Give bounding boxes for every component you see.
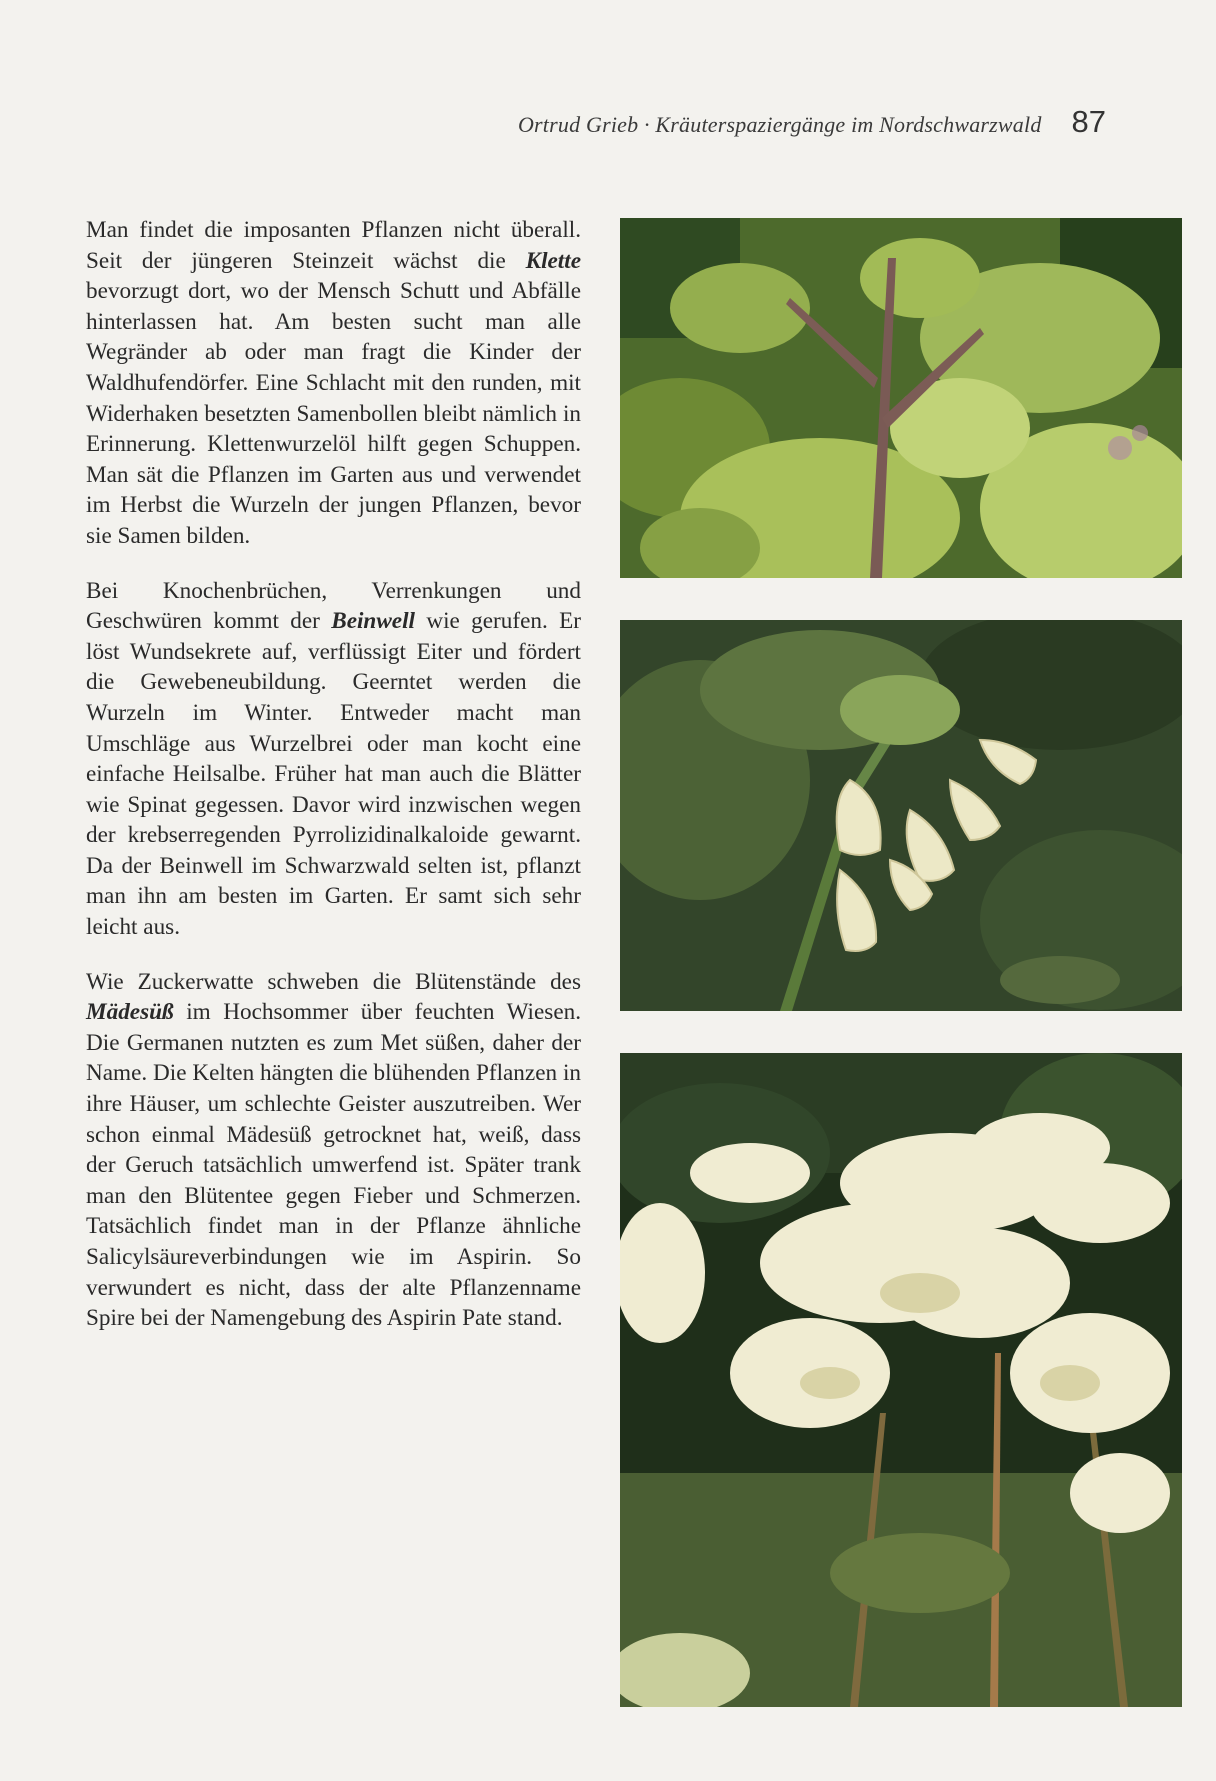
paragraph-burdock: Man findet die imposanten Pflanzen nicht überall. Seit der jüngeren Steinzeit wächst die Klette bevorzugt dort, wo der Mensch Schutt und Abfälle hinterlassen hat. Am besten sucht man alle Wegränder ab oder man fragt die Kinder der Waldhufendörfer. Eine Schlacht mit den runden, mit Widerhaken besetzten Samenbollen bleibt nämlich in Erinnerung. Klettenwurzelöl hilft gegen Schuppen. Man sät die Pflanzen im Garten aus und verwendet im Herbst die Wurzeln der jungen Pflanzen, bevor sie Samen bilden. <box>86 217 581 549</box>
paragraph-comfrey: Bei Knochenbrüchen, Verrenkungen und Geschwüren kommt der Beinwell wie gerufen. Er löst Wundsekrete auf, verflüssigt Eiter und fördert die Gewebeneubildung. Geerntet werden die Wurzeln im Winter. Entweder macht man Umschläge aus Wurzelbrei oder man kocht eine einfache Heilsalbe. Früher hat man auch die Blätter wie Spinat gegessen. Davor wird inzwischen wegen der krebserregenden Pyrrolizidinalkaloide gewarnt. Da der Beinwell im Schwarzwald selten ist, pflanzt man ihn am besten im Garten. Er samt sich sehr leicht aus. <box>86 577 581 941</box>
text-column <box>86 215 581 1358</box>
photo-meadowsweet <box>620 1053 1182 1707</box>
plant-name-klette: Klette <box>525 247 581 274</box>
plant-name-beinwell: Beinwell <box>331 608 415 635</box>
paragraph-meadowsweet: Wie Zuckerwatte schweben die Blütenstände des Mädesüß im Hochsommer über feuchten Wiesen. Die Germanen nutzten es zum Met süßen, daher der Name. Die Kelten hängten die blühenden Pflanzen in ihre Häuser, um schlechte Geister auszutreiben. Wer schon einmal Mädesüß getrocknet hat, weiß, dass der Geruch tatsächlich umwerfend ist. Später trank man den Blütentee gegen Fieber und Schmerzen. Tatsächlich findet man in der Pflanze ähnliche Salicylsäureverbindungen wie im Aspirin. So verwundert es nicht, dass der alte Pflanzenname Spire bei der Namengebung des Aspirin Pate stand. <box>86 968 581 1332</box>
running-header <box>518 104 1106 140</box>
photo-comfrey <box>620 620 1182 1011</box>
plant-name-maedesuess: Mädesüß <box>86 999 174 1026</box>
photo-burdock <box>620 218 1182 578</box>
page-number: 87 <box>1071 104 1106 139</box>
header-title: Ortrud Grieb · Kräuterspaziergänge im Nordschwarzwald <box>517 112 1042 137</box>
